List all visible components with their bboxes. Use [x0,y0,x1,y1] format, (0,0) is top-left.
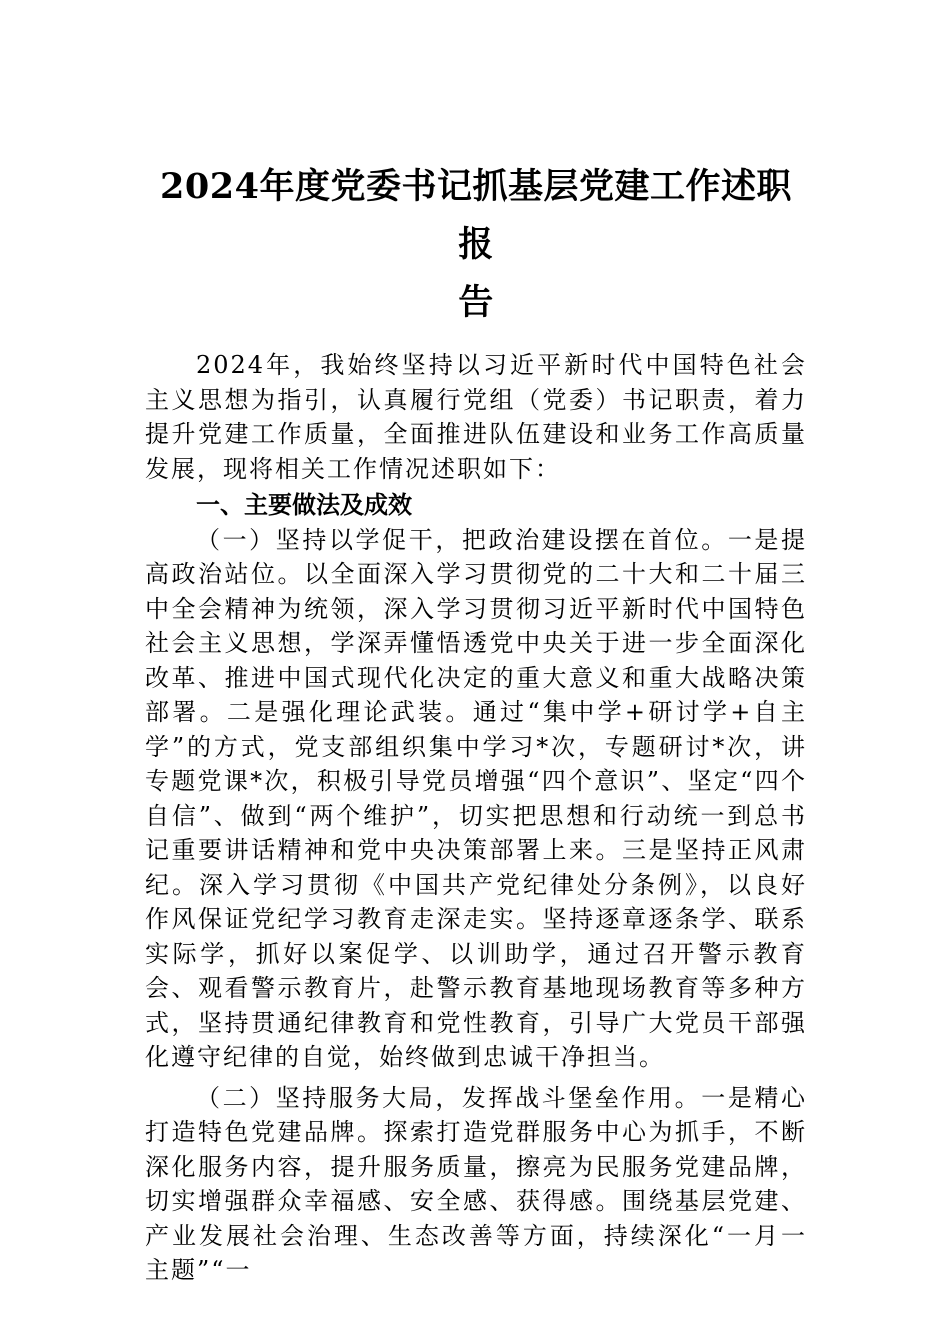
subsection-2-paragraph [145,1081,807,1288]
title-line-1: 2024年度党委书记抓基层党建工作述职报 [160,166,792,265]
subsection-1-paragraph [145,523,807,1075]
document-title [145,158,807,332]
subsection-2-body: 一是精心打造特色党建品牌。探索打造党群服务中心为抓手，不断深化服务内容，提升服务质量，擦亮为民服务党建品牌，切实增强群众幸福感、安全感、获得感。围绕基层党建、产业发展社会治理、生态改善等方面，持续深化“一月一主题”“一 [145,1083,808,1284]
document-page [145,158,807,1288]
title-line-2: 告 [458,282,494,323]
subsection-1-lead: （一）坚持以学促干，把政治建设摆在首位。 [196,525,728,554]
section-heading: 一、主要做法及成效 [196,491,412,519]
subsection-2-lead: （二）坚持服务大局，发挥战斗堡垒作用。 [196,1083,702,1112]
intro-paragraph: 2024年，我始终坚持以习近平新时代中国特色社会主义思想为指引，认真履行党组（党委）书记职责，着力提升党建工作质量，全面推进队伍建设和业务工作高质量发展，现将相关工作情况述职如下： [145,351,807,483]
subsection-1-body: 一是提高政治站位。以全面深入学习贯彻党的二十大和二十届三中全会精神为统领，深入学习贯彻习近平新时代中国特色社会主义思想，学深弄懂悟透党中央关于进一步全面深化改革、推进中国式现代化决定的重大意义和重大战略决策部署。二是强化理论武装。通过“集中学+研讨学+自主学”的方式，党支部组织集中学习*次，专题研讨*次，讲专题党课*次，积极引导党员增强“四个意识”、坚定“四个自信”、做到“两个维护”，切实把思想和行动统一到总书记重要讲话精神和党中央决策部署上来。三是坚持正风肃纪。深入学习贯彻《中国共产党纪律处分条例》，以良好作风保证党纪学习教育走深走实。坚持逐章逐条学、联系实际学，抓好以案促学、以训助学，通过召开警示教育会、观看警示教育片，赴警示教育基地现场教育等多种方式，坚持贯通纪律教育和党性教育，引导广大党员干部强化遵守纪律的自觉，始终做到忠诚干净担当。 [145,525,808,1071]
